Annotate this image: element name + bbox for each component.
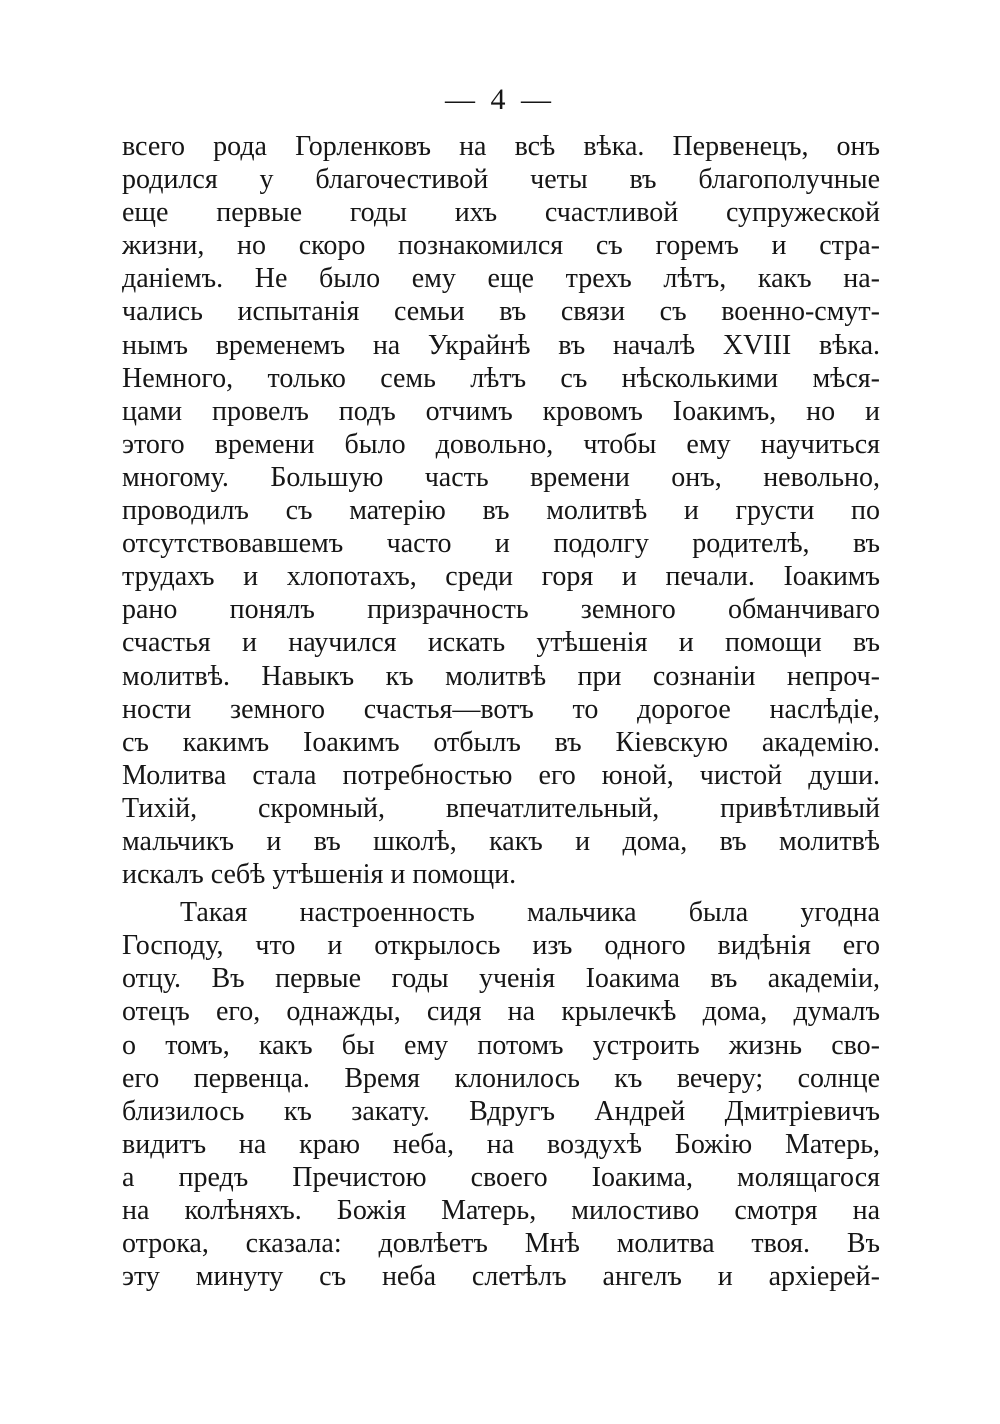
text-line: рано понялъ призрачность земного обманчиваго	[122, 594, 880, 626]
text-line: видитъ на краю неба, на воздухѣ Божію Матерь,	[122, 1128, 880, 1160]
text-line: Тихій, скромный, впечатлительный, привѣтливый	[122, 792, 880, 824]
text-line: молитвѣ. Навыкъ къ молитвѣ при сознаніи непроч-	[122, 660, 880, 692]
text-line: отрока, сказала: довлѣетъ Мнѣ молитва твоя. Въ	[122, 1228, 880, 1260]
text-line: проводилъ съ матерію въ молитвѣ и грусти по	[122, 495, 880, 527]
text-line: а предъ Пречистою своего Іоакима, молящагося	[122, 1161, 880, 1193]
text-line: отцу. Въ первые годы ученія Іоакима въ академіи,	[122, 963, 880, 995]
text-line: Господу, что и открылось изъ одного видѣнія его	[122, 930, 880, 962]
text-line: нымъ временемъ на Украйнѣ въ началѣ XVIII вѣка.	[122, 329, 880, 361]
text-line: жизни, но скоро познакомился съ горемъ и стра-	[122, 230, 880, 262]
text-line: эту минуту съ неба слетѣлъ ангелъ и архіерей-	[122, 1261, 880, 1293]
paragraph	[122, 130, 880, 891]
text-line: счастья и научился искать утѣшенія и помощи въ	[122, 627, 880, 659]
text-line: Молитва стала потребностью его юной, чистой души.	[122, 759, 880, 791]
paragraph	[122, 896, 880, 1293]
text-line: даніемъ. Не было ему еще трехъ лѣтъ, какъ на-	[122, 263, 880, 295]
text-line: отсутствовавшемъ часто и подолгу родителѣ, въ	[122, 528, 880, 560]
text-line: этого времени было довольно, чтобы ему научиться	[122, 428, 880, 460]
text-line: о томъ, какъ бы ему потомъ устроить жизнь сво-	[122, 1029, 880, 1061]
text-line: всего рода Горленковъ на всѣ вѣка. Первенецъ, онъ	[122, 131, 880, 162]
text-line: близилось къ закату. Вдругъ Андрей Дмитріевичъ	[122, 1095, 880, 1127]
text-line: мальчикъ и въ школѣ, какъ и дома, въ молитвѣ	[122, 825, 880, 857]
text-line: отецъ его, однажды, сидя на крылечкѣ дома, думалъ	[122, 996, 880, 1028]
text-line: съ какимъ Іоакимъ отбылъ въ Кіевскую академію.	[122, 726, 880, 758]
page-number: — 4 —	[445, 83, 555, 116]
text-line: чались испытанія семьи въ связи съ военно-смут-	[122, 296, 880, 328]
text-line: цами провелъ подъ отчимъ кровомъ Іоакимъ, но и	[122, 395, 880, 427]
text-line: ности земного счастья—вотъ то дорогое наслѣдіе,	[122, 693, 880, 725]
body-text	[122, 130, 880, 1293]
text-line: еще первые годы ихъ счастливой супружеской	[122, 197, 880, 229]
text-line: родился у благочестивой четы въ благополучные	[122, 164, 880, 196]
text-line: его первенца. Время клонилось къ вечеру; солнце	[122, 1062, 880, 1094]
text-line: искалъ себѣ утѣшенія и помощи.	[122, 859, 517, 891]
text-line: Такая настроенность мальчика была угодна	[180, 897, 880, 929]
text-line: на колѣняхъ. Божія Матерь, милостиво смотря на	[122, 1195, 880, 1226]
text-line: трудахъ и хлопотахъ, среди горя и печали. Іоакимъ	[122, 561, 880, 593]
text-line: Немного, только семь лѣтъ съ нѣсколькими мѣся-	[122, 362, 880, 394]
text-line: многому. Большую часть времени онъ, невольно,	[122, 461, 880, 493]
